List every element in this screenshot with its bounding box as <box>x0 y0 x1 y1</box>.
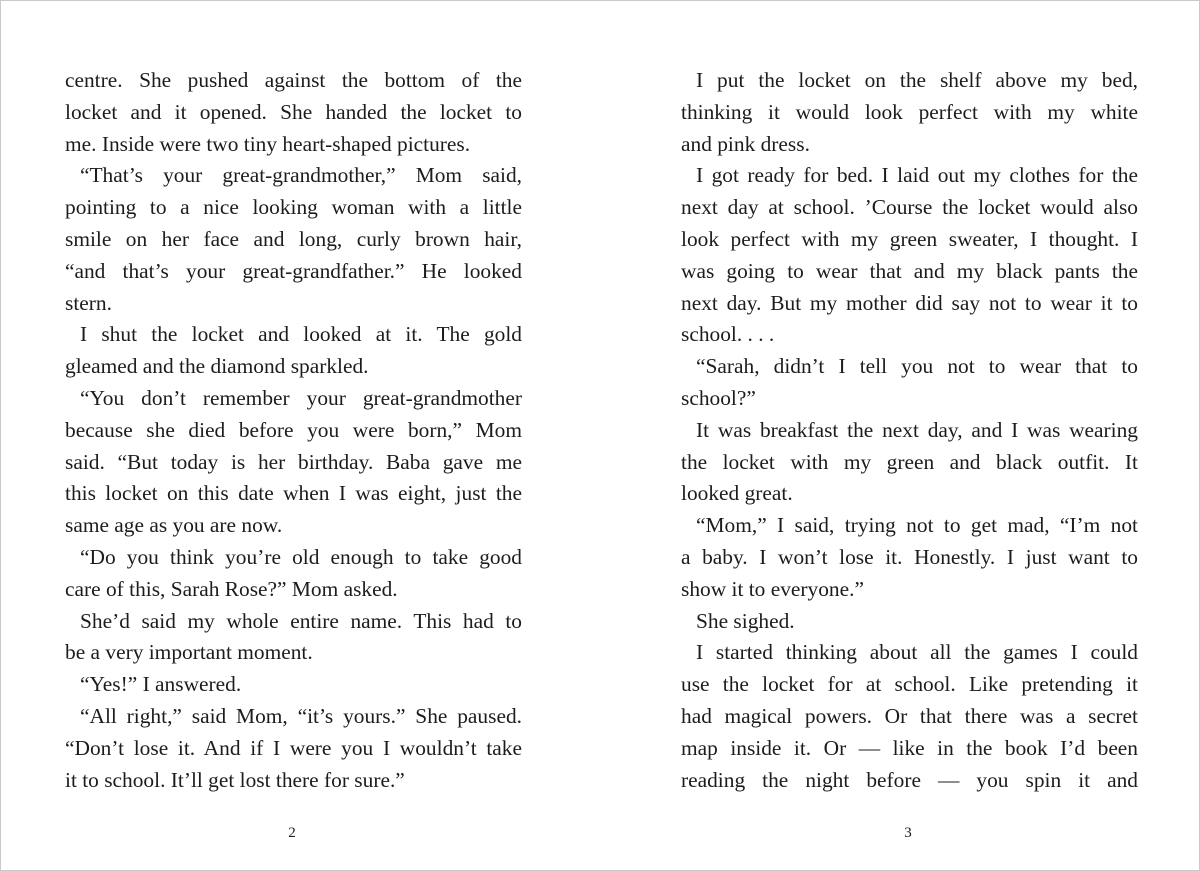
text-line: me. Inside were two tiny heart-shaped pictures. <box>65 131 471 156</box>
text-line: this locket on this date when I was eight, just the <box>65 481 522 506</box>
text-line: I started thinking about all the games I could <box>696 640 1138 665</box>
text-line: She’d said my whole entire name. This had to <box>80 608 522 633</box>
text-line: had magical powers. Or that there was a secret <box>681 703 1138 728</box>
text-line: I put the locket on the shelf above my bed, <box>696 68 1138 92</box>
text-line: “Don’t lose it. And if I were you I wouldn’t take <box>65 735 522 760</box>
text-line: “Sarah, didn’t I tell you not to wear that to <box>696 354 1138 379</box>
text-line: centre. She pushed against the bottom of the <box>65 68 522 92</box>
text-line: show it to everyone.” <box>681 576 864 601</box>
left-page <box>65 65 522 796</box>
text-line: look perfect with my green sweater, I thought. I <box>681 226 1138 251</box>
text-line: said. “But today is her birthday. Baba gave me <box>65 449 522 474</box>
right-page <box>681 65 1138 796</box>
text-line: care of this, Sarah Rose?” Mom asked. <box>65 576 398 601</box>
text-line: smile on her face and long, curly brown hair, <box>65 226 522 251</box>
text-line: I got ready for bed. I laid out my clothes for the <box>696 163 1138 188</box>
text-line: school?” <box>681 385 756 410</box>
text-line: map inside it. Or — like in the book I’d been <box>681 735 1138 760</box>
text-line: “You don’t remember your great-grandmother <box>80 385 522 410</box>
text-line: locket and it opened. She handed the locket to <box>65 99 522 124</box>
text-line: She sighed. <box>696 608 795 633</box>
text-line: because she died before you were born,” Mom <box>65 417 522 442</box>
text-line: next day. But my mother did say not to wear it to <box>681 290 1138 315</box>
text-line: and pink dress. <box>681 131 810 156</box>
text-line: I shut the locket and looked at it. The gold <box>80 322 522 347</box>
text-line: school. . . . <box>681 322 775 347</box>
text-line: was going to wear that and my black pants the <box>681 258 1138 283</box>
text-line: gleamed and the diamond sparkled. <box>65 354 369 379</box>
right-page-number: 3 <box>904 825 912 841</box>
text-line: “and that’s your great-grandfather.” He looked <box>65 258 522 283</box>
text-line: “Yes!” I answered. <box>80 672 242 697</box>
text-line: looked great. <box>681 481 793 506</box>
text-line: be a very important moment. <box>65 640 313 665</box>
text-line: thinking it would look perfect with my white <box>681 99 1138 124</box>
text-line: a baby. I won’t lose it. Honestly. I just want to <box>681 544 1138 569</box>
text-line: It was breakfast the next day, and I was wearing <box>696 417 1138 442</box>
left-page-number: 2 <box>288 825 296 841</box>
text-line: reading the night before — you spin it and <box>681 767 1138 792</box>
text-line: “All right,” said Mom, “it’s yours.” She paused. <box>80 703 522 728</box>
text-line: pointing to a nice looking woman with a little <box>65 195 522 220</box>
text-line: the locket with my green and black outfit. It <box>681 449 1138 474</box>
text-line: use the locket for at school. Like pretending it <box>681 672 1138 697</box>
text-line: next day at school. ’Course the locket would also <box>681 195 1138 220</box>
right-page-text <box>681 65 1138 796</box>
left-page-text <box>65 65 522 796</box>
text-line: “That’s your great-grandmother,” Mom said, <box>80 163 522 188</box>
text-line: it to school. It’ll get lost there for sure.” <box>65 767 405 792</box>
text-line: same age as you are now. <box>65 513 283 538</box>
text-line: “Do you think you’re old enough to take good <box>80 544 522 569</box>
text-line: stern. <box>65 290 112 315</box>
text-line: “Mom,” I said, trying not to get mad, “I’m not <box>696 513 1138 538</box>
